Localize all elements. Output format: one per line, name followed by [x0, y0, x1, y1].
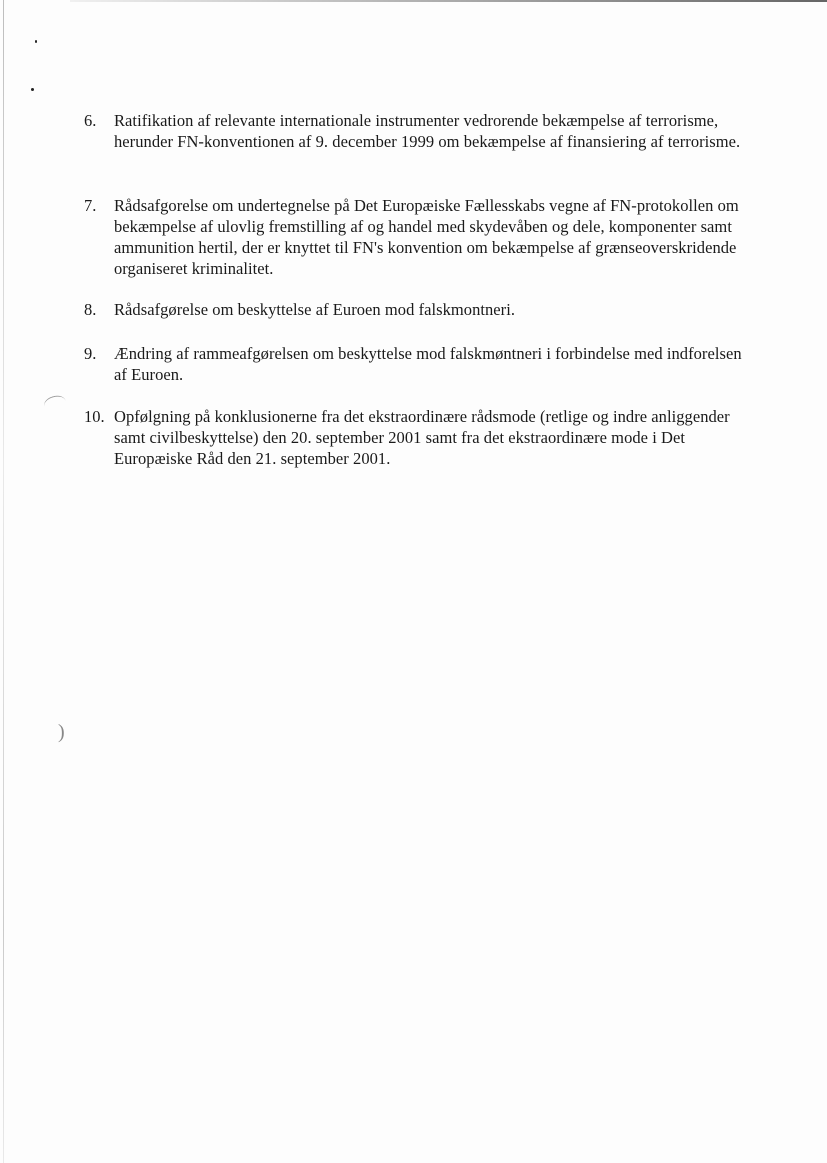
- item-text: Ratifikation af relevante internationale instrumenter vedrorende bekæmpelse af terrorisme, herunder FN-konventionen af 9. december 1999 om bekæmpelse af finansiering af terrorisme.: [114, 111, 741, 151]
- margin-paren-mark: ): [58, 721, 65, 743]
- item-text: Rådsafgørelse om beskyttelse af Euroen mod falskmontneri.: [114, 300, 516, 319]
- item-number: 7.: [84, 196, 97, 215]
- item-text: Opfølgning på konklusionerne fra det ekstraordinære rådsmode (retlige og indre anliggender samt civilbeskyttelse) den 20. september 2001 samt fra det ekstraordinære mode i Det Europæiske Råd den 21. september 2001.: [114, 407, 730, 468]
- item-text: Rådsafgorelse om undertegnelse på Det Europæiske Fællesskabs vegne af FN-protokollen om bekæmpelse af ulovlig fremstilling af og handel med skydevåben og dele, komponenter samt ammunition hertil, der er knyttet til FN's konvention om bekæmpelse af grænseoverskridende organiseret kriminalitet.: [114, 196, 739, 278]
- item-text: Ændring af rammeafgørelsen om beskyttelse mod falskmøntneri i forbindelse med indforelsen af Euroen.: [114, 344, 742, 384]
- item-number: 6.: [84, 111, 97, 130]
- item-number: 8.: [84, 300, 97, 319]
- item-number: 9.: [84, 344, 97, 363]
- item-number: 10.: [84, 407, 105, 426]
